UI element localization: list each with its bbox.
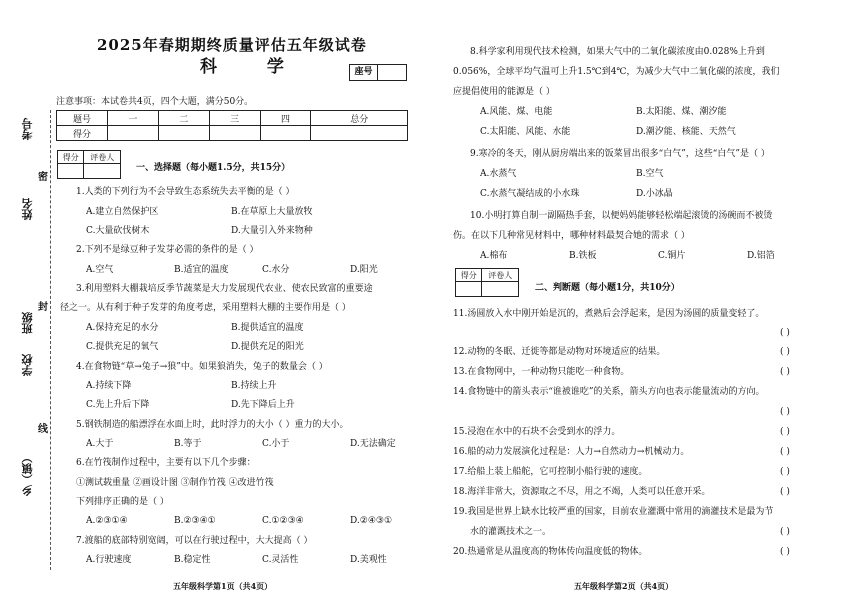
q10-option-d: D.铝箔 bbox=[747, 251, 775, 261]
q13-stem: 13.在食物网中，一种动物只能吃一种食物。 bbox=[453, 367, 630, 377]
grader-table-1 bbox=[57, 150, 121, 179]
exam-title: 2025年春期期终质量评估五年级试卷 bbox=[97, 36, 367, 54]
section1-heading: 一、选择题（每小题1.5分，共15分） bbox=[136, 163, 291, 173]
q6-option-d: D.②④③① bbox=[350, 516, 393, 526]
q3-option-c: C.提供充足的氧气 bbox=[86, 342, 159, 352]
q14-stem: 14.食物链中的箭头表示“谁被谁吃”的关系，箭头方向也表示能量流动的方向。 bbox=[453, 387, 765, 397]
grader-cell bbox=[84, 164, 121, 179]
q8-stem-line1: 8.科学家利用现代技术检测，如果大气中的二氧化碳浓度由0.028%上升到 bbox=[470, 47, 765, 57]
q8-option-b: B.太阳能、煤、潮汐能 bbox=[636, 107, 727, 117]
q1-option-c: C.大量砍伐树木 bbox=[86, 226, 150, 236]
q9-option-d: D.小冰晶 bbox=[636, 189, 673, 199]
score-header-cell: 三 bbox=[209, 111, 260, 126]
q5-option-c: C.小于 bbox=[262, 439, 290, 449]
q10-stem-line2: 伤。在以下几种常见材料中，哪种材料最契合她的需求（ ） bbox=[453, 231, 690, 241]
q5-option-d: D.无法确定 bbox=[350, 439, 396, 449]
grader-cell bbox=[482, 282, 519, 297]
q16-stem: 16.船的动力发展演化过程是：人力→自然动力→机械动力。 bbox=[453, 447, 690, 457]
q14-blank: ( ) bbox=[780, 407, 790, 417]
q2-option-c: C.水分 bbox=[262, 265, 290, 275]
q3-option-b: B.提供适宜的温度 bbox=[231, 323, 304, 333]
seat-label: 座号 bbox=[349, 64, 378, 81]
binding-dashed-line bbox=[50, 110, 51, 570]
q5-option-a: A.大于 bbox=[86, 439, 114, 449]
q8-option-a: A.风能、煤、电能 bbox=[480, 107, 553, 117]
q6-steps: ①测试载重量 ②画设计图 ③制作竹筏 ④改进竹筏 bbox=[76, 478, 274, 488]
q4-option-a: A.持续下降 bbox=[86, 381, 132, 391]
q7-option-d: D.美观性 bbox=[350, 555, 387, 565]
q4-option-d: D.先下降后上升 bbox=[231, 400, 295, 410]
q1-option-d: D.大量引入外来物种 bbox=[231, 226, 313, 236]
q8-stem-line3: 应提倡使用的能源是（ ） bbox=[453, 87, 555, 97]
grader-reviewer-label: 评卷人 bbox=[84, 151, 121, 164]
q19-stem-line1: 19.我国是世界上缺水比较严重的国家，目前农业灌溉中常用的滴灌技术是最为节 bbox=[453, 507, 774, 517]
q6-option-b: B.②③④① bbox=[174, 516, 216, 526]
q1-stem: 1.人类的下列行为不会导致生态系统失去平衡的是（ ） bbox=[76, 187, 295, 197]
q12-blank: ( ) bbox=[780, 347, 790, 357]
grader-score-label: 得分 bbox=[456, 269, 482, 282]
score-cell bbox=[260, 126, 311, 141]
q6-option-a: A.②③①④ bbox=[86, 516, 128, 526]
q5-option-b: B.等于 bbox=[174, 439, 202, 449]
q17-blank: ( ) bbox=[780, 467, 790, 477]
score-table bbox=[56, 110, 408, 141]
q20-blank: ( ) bbox=[780, 547, 790, 557]
q4-option-b: B.持续上升 bbox=[231, 381, 277, 391]
q19-blank: ( ) bbox=[780, 527, 790, 537]
q6-prompt: 下列排序正确的是（ ） bbox=[76, 497, 169, 507]
q2-option-b: B.适宜的温度 bbox=[174, 265, 229, 275]
class-label: 班级 bbox=[21, 312, 34, 334]
q10-option-b: B.铁板 bbox=[569, 251, 597, 261]
q9-option-c: C.水蒸气凝结成的小水珠 bbox=[480, 189, 580, 199]
q10-option-c: C.铜片 bbox=[658, 251, 686, 261]
score-cell bbox=[209, 126, 260, 141]
town-label: 乡（镇） bbox=[21, 452, 34, 496]
q5-stem: 5.钢铁制造的船漂浮在水面上时，此时浮力的大小（ ）重力的大小。 bbox=[76, 420, 349, 430]
exam-number-label: 考号 bbox=[21, 118, 34, 140]
q11-blank: ( ) bbox=[780, 328, 790, 338]
q2-option-d: D.阳光 bbox=[350, 265, 378, 275]
name-label: 姓名 bbox=[21, 198, 34, 220]
q1-option-a: A.建立自然保护区 bbox=[86, 207, 159, 217]
q19-stem-line2: 水的灌溉技术之一。 bbox=[470, 527, 552, 537]
page1-footer: 五年级科学第1页（共4页） bbox=[173, 581, 273, 591]
q10-option-a: A.棉布 bbox=[480, 251, 508, 261]
grader-cell bbox=[58, 164, 84, 179]
seal-feng-mark: 封 bbox=[38, 302, 48, 313]
page2-footer: 五年级科学第2页（共4页） bbox=[574, 581, 674, 591]
score-header-cell: 一 bbox=[108, 111, 159, 126]
q11-stem: 11.汤圆放入水中刚开始是沉的，煮熟后会浮起来，是因为汤圆的质量变轻了。 bbox=[453, 309, 765, 319]
q9-stem: 9.寒冷的冬天，刚从厨房端出来的饭菜冒出很多“白气”，这些“白气”是（ ） bbox=[470, 149, 770, 159]
score-cell bbox=[311, 126, 408, 141]
q17-stem: 17.给船上装上船舵，它可控制小船行驶的速度。 bbox=[453, 467, 648, 477]
q8-option-d: D.潮汐能、核能、天然气 bbox=[636, 127, 736, 137]
grader-cell bbox=[456, 282, 482, 297]
q7-option-a: A.行驶速度 bbox=[86, 555, 132, 565]
q16-blank: ( ) bbox=[780, 447, 790, 457]
subject-title: 科 学 bbox=[200, 57, 306, 77]
q7-option-b: B.稳定性 bbox=[174, 555, 211, 565]
score-cell bbox=[158, 126, 209, 141]
q8-option-c: C.太阳能、风能、水能 bbox=[480, 127, 571, 137]
q8-stem-line2: 0.056%，全球平均气温可上升1.5℃到4℃，为减少大气中二氧化碳的浓度，我们 bbox=[453, 67, 780, 77]
score-row-label: 得分 bbox=[57, 126, 108, 141]
q2-option-a: A.空气 bbox=[86, 265, 114, 275]
q9-option-a: A.水蒸气 bbox=[480, 169, 517, 179]
school-label: 学校 bbox=[21, 354, 34, 376]
score-cell bbox=[108, 126, 159, 141]
q12-stem: 12.动物的冬眠、迁徙等都是动物对环境适应的结果。 bbox=[453, 347, 666, 357]
q15-blank: ( ) bbox=[780, 427, 790, 437]
seal-mi-mark: 密 bbox=[38, 172, 48, 183]
q9-option-b: B.空气 bbox=[636, 169, 664, 179]
q4-option-c: C.先上升后下降 bbox=[86, 400, 150, 410]
q3-option-d: D.提供充足的阳光 bbox=[231, 342, 304, 352]
grader-score-label: 得分 bbox=[58, 151, 84, 164]
score-header-cell: 总分 bbox=[311, 111, 408, 126]
grader-reviewer-label: 评卷人 bbox=[482, 269, 519, 282]
q1-option-b: B.在草原上大量放牧 bbox=[231, 207, 313, 217]
notice-text: 注意事项：本试卷共4页，四个大题，满分50分。 bbox=[56, 97, 254, 107]
score-header-cell: 二 bbox=[158, 111, 209, 126]
q6-stem: 6.在竹筏制作过程中，主要有以下几个步骤： bbox=[76, 458, 256, 468]
q18-stem: 18.海洋非常大，资源取之不尽，用之不竭，人类可以任意开采。 bbox=[453, 487, 711, 497]
section2-heading: 二、判断题（每小题1分，共10分） bbox=[535, 283, 680, 293]
q13-blank: ( ) bbox=[780, 367, 790, 377]
q15-stem: 15.浸泡在水中的石块不会受到水的浮力。 bbox=[453, 427, 621, 437]
q20-stem: 20.热通常是从温度高的物体传向温度低的物体。 bbox=[453, 547, 648, 557]
q4-stem: 4.在食物链“草→兔子→狼”中。如果狼消失，兔子的数量会（ ） bbox=[76, 362, 328, 372]
seat-input bbox=[377, 64, 407, 81]
q18-blank: ( ) bbox=[780, 487, 790, 497]
seat-number-box bbox=[349, 64, 407, 81]
score-header-cell: 四 bbox=[260, 111, 311, 126]
q3-stem-line2: 径之一。从有利于种子发芽的角度考虑，采用塑料大棚的主要作用是（ ） bbox=[60, 303, 351, 313]
q7-option-c: C.灵活性 bbox=[262, 555, 299, 565]
q6-option-c: C.①②③④ bbox=[262, 516, 304, 526]
q3-stem-line1: 3.利用塑料大棚栽培反季节蔬菜是大力发展现代农业、使农民致富的重要途 bbox=[76, 284, 373, 294]
grader-table-2 bbox=[455, 268, 519, 297]
q7-stem: 7.渡船的底部特别宽阔，可以在行驶过程中，大大提高（ ） bbox=[76, 536, 313, 546]
score-header-cell: 题号 bbox=[57, 111, 108, 126]
q2-stem: 2.下列不是绿豆种子发芽必需的条件的是（ ） bbox=[76, 245, 259, 255]
seal-xian-mark: 线 bbox=[38, 424, 48, 435]
q3-option-a: A.保持充足的水分 bbox=[86, 323, 159, 333]
q10-stem-line1: 10.小明打算自制一副隔热手套，以便妈妈能够轻松端起滚烫的汤碗而不被烫 bbox=[470, 211, 773, 221]
